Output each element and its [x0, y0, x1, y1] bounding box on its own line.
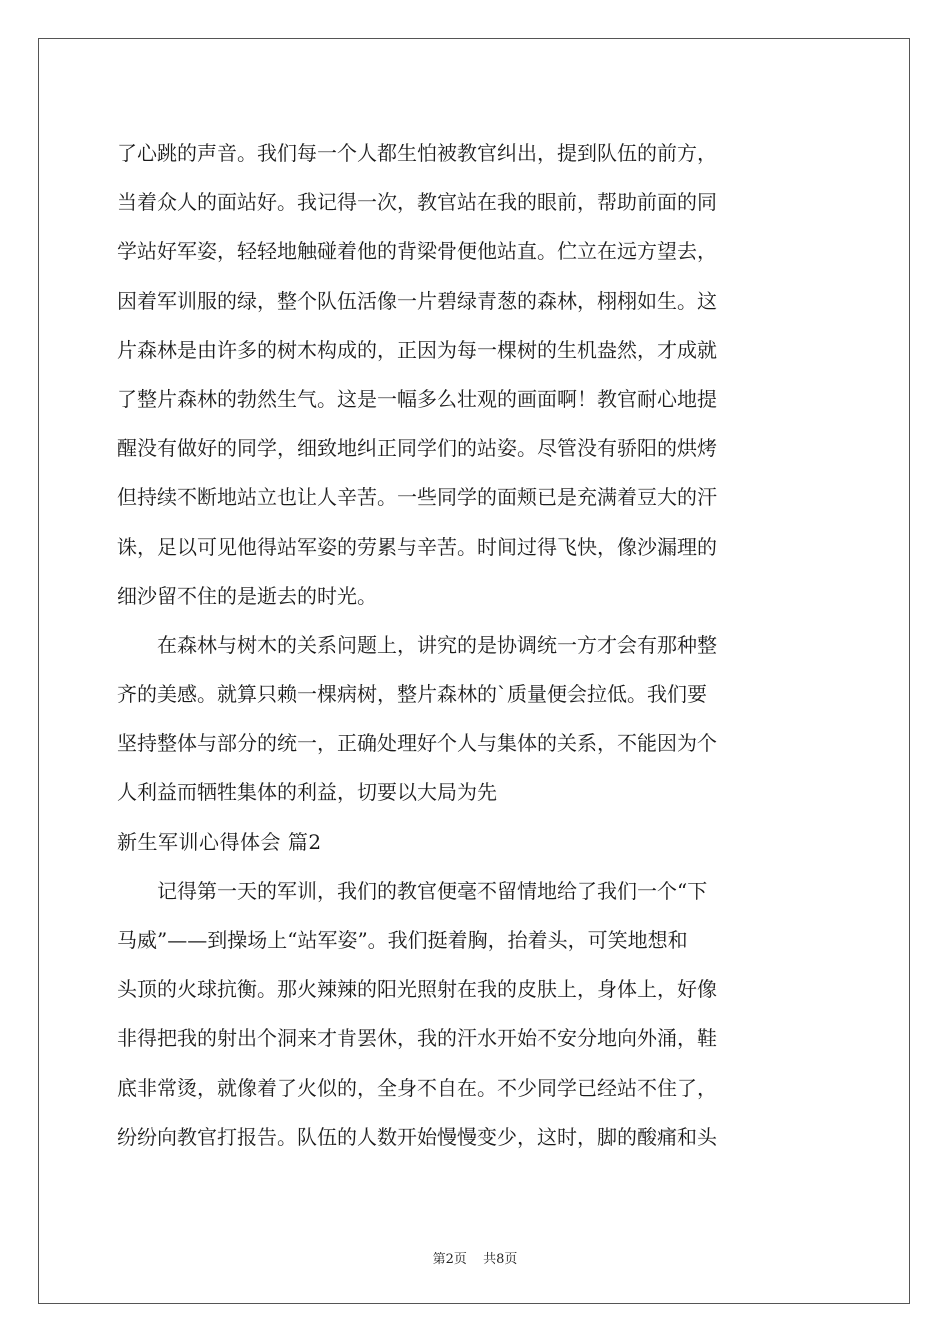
text-line: 了心跳的声音。我们每一个人都生怕被教官纠出，提到队伍的前方， — [117, 141, 717, 165]
text-line: 当着众人的面站好。我记得一次，教官站在我的眼前，帮助前面的同 — [117, 190, 717, 215]
text-line: 学站好军姿，轻轻地触碰着他的背梁骨便他站直。伫立在远方望去， — [117, 239, 717, 264]
paragraph-start-line: 记得第一天的军训，我们的教官便毫不留情地给了我们一个“下 — [117, 878, 708, 903]
text-line: 纷纷向教官打报告。队伍的人数开始慢慢变少，这时，脚的酸痛和头 — [117, 1124, 717, 1149]
text-line: 醒没有做好的同学，细致地纠正同学们的站姿。尽管没有骄阳的烘烤 — [117, 436, 717, 461]
text-line: 因着军训服的绿，整个队伍活像一片碧绿青葱的森林，栩栩如生。这 — [117, 288, 717, 313]
total-pages: 共8页 — [483, 1252, 518, 1267]
text-line: 人利益而牺牲集体的利益，切要以大局为先 — [117, 780, 497, 805]
text-line: 非得把我的射出个洞来才肯罢休，我的汗水开始不安分地向外涌，鞋 — [117, 1026, 717, 1051]
text-line: 诛，足以可见他得站军姿的劳累与辛苦。时间过得飞快，像沙漏理的 — [117, 534, 717, 559]
section-heading: 新生军训心得体会 篇2 — [117, 829, 322, 854]
document-body — [117, 129, 833, 1162]
page-footer — [0, 1248, 950, 1267]
paragraph-start-line: 在森林与树木的关系问题上，讲究的是协调统一方才会有那种整 — [117, 632, 717, 657]
text-line: 底非常烫，就像着了火似的，全身不自在。不少同学已经站不住了， — [117, 1075, 717, 1100]
text-line: 齐的美感。就算只赖一棵病树，整片森林的`质量便会拉低。我们要 — [117, 682, 707, 707]
text-line: 了整片森林的勃然生气。这是一幅多么壮观的画面啊！教官耐心地提 — [117, 386, 717, 411]
text-line: 头顶的火球抗衡。那火辣辣的阳光照射在我的皮肤上，身体上，好像 — [117, 977, 717, 1002]
page-number: 第2页 — [432, 1252, 467, 1267]
text-line: 片森林是由许多的树木构成的，正因为每一棵树的生机盎然，才成就 — [117, 337, 717, 362]
text-line: 坚持整体与部分的统一，正确处理好个人与集体的关系，不能因为个 — [117, 731, 717, 756]
text-line: 马威”——到操场上“站军姿”。我们挺着胸，抬着头，可笑地想和 — [117, 928, 688, 952]
text-line: 细沙留不住的是逝去的时光。 — [117, 583, 377, 608]
text-line: 但持续不断地站立也让人辛苦。一些同学的面颊已是充满着豆大的汗 — [117, 485, 717, 510]
